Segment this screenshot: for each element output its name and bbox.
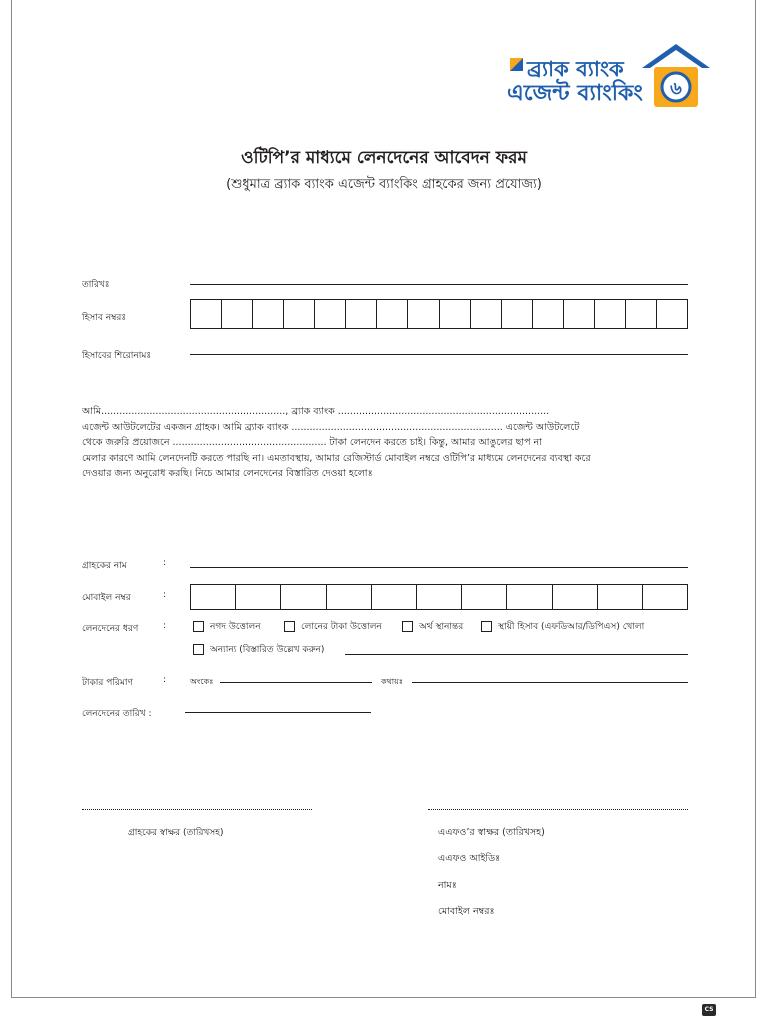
checkbox[interactable] [284,621,295,632]
digit-box[interactable] [598,585,643,609]
digit-box[interactable] [253,300,284,328]
transaction-date-label: লেনদেনের তারিখ : [82,709,152,719]
declaration-line: আমি............................................................., ব্র্যাক ব্যাংক ...................................................................... [82,406,550,417]
declaration-line: দেওয়ার জন্য অনুরোধ করছি। নিচে আমার লেনদেনের বিস্তারিত দেওয়া হলোঃ [82,468,373,479]
digit-box[interactable] [236,585,281,609]
customer-name-label: গ্রাহকের নাম [82,561,127,571]
fo-id-label: এএফও আইডিঃ [438,853,501,864]
declaration-line: থেকে জরুরি প্রয়োজনে ................................................... টাকা লেনদেন করতে চাই। কিন্তু, আমার আঙুলের ছাপ না [82,437,542,448]
declaration-paragraph [82,404,688,482]
declaration-line: এজেন্ট আউটলেটের একজন গ্রাহক। আমি ব্র্যাক ব্যাংক ...................................................................... এজেন্ট আউটলেটে [82,421,580,433]
digit-box[interactable] [346,300,377,328]
fo-signature-label: এএফও’র স্বাক্ষর (তারিখসহ) [438,827,545,838]
other-details-field[interactable] [345,654,688,655]
fo-mobile-label: মোবাইল নম্বরঃ [438,906,495,917]
scanner-badge-icon: CS [702,1004,716,1016]
account-number-boxes[interactable] [190,299,688,329]
date-field[interactable] [190,284,688,285]
customer-signature-line[interactable] [82,809,312,810]
option-label: লোনের টাকা উত্তোলন [301,622,382,632]
digit-box[interactable] [191,585,236,609]
form-title: ওটিপি’র মাধ্যমে লেনদেনের আবেদন ফরম [241,148,527,168]
amount-figures-field[interactable] [220,682,372,683]
logo-agent-banking: এজেন্ট ব্যাংকিং [507,81,643,106]
digit-box[interactable] [471,300,502,328]
checkbox[interactable] [193,621,204,632]
checkbox[interactable] [193,644,204,655]
digit-box[interactable] [372,585,417,609]
option-label: অন্যান্য (বিস্তারিত উল্লেখ করুন) [210,645,325,655]
amount-words-field[interactable] [412,682,688,683]
digit-box[interactable] [626,300,657,328]
digit-box[interactable] [284,300,315,328]
digit-box[interactable] [595,300,626,328]
account-number-label: হিসাব নম্বরঃ [82,313,127,323]
option-loan-withdrawal[interactable] [284,619,382,634]
amount-label: টাকার পরিমাণ [82,678,133,688]
logo-bank-name: ব্র্যাক ব্যাংক [527,57,624,81]
option-label: নগদ উত্তোলন [210,622,261,632]
brac-logo-mark [510,58,523,71]
mobile-number-boxes[interactable] [190,584,688,610]
digit-box[interactable] [377,300,408,328]
colon: : [163,621,167,631]
digit-box[interactable] [281,585,326,609]
digit-box[interactable] [462,585,507,609]
customer-signature-label: গ্রাহকের স্বাক্ষর (তারিখসহ) [128,828,224,838]
colon: : [163,590,167,600]
account-title-field[interactable] [190,354,688,355]
fo-signature-line[interactable] [428,809,688,810]
customer-name-field[interactable] [190,567,688,568]
digit-box[interactable] [191,300,222,328]
form-subtitle: (শুধুমাত্র ব্র্যাক ব্যাংক এজেন্ট ব্যাংকিং গ্রাহকের জন্য প্রযোজ্য) [226,177,542,192]
checkbox[interactable] [402,621,413,632]
digit-box[interactable] [533,300,564,328]
digit-box[interactable] [507,585,552,609]
option-label: অর্থ স্থানান্তর [419,622,464,632]
colon: : [163,558,167,568]
digit-box[interactable] [657,300,687,328]
option-label: স্থায়ী হিসাব (এফডিআর/ডিপিএস) খোলা [498,622,645,632]
option-fund-transfer[interactable] [402,619,463,634]
digit-box[interactable] [408,300,439,328]
digit-box[interactable] [440,300,471,328]
checkbox[interactable] [481,621,492,632]
in-words-label: কথায়ঃ [381,677,404,686]
declaration-line: মেলার কারণে আমি লেনদেনটি করতে পারছি না। এমতাবস্থায়, আমার রেজিস্টার্ড মোবাইল নম্বরে ওটিপি’র মাধ্যমে লেনদেনের ব্যবস্থা করে [82,452,591,464]
digit-box[interactable] [315,300,346,328]
digit-box[interactable] [327,585,372,609]
transaction-date-field[interactable] [185,712,371,713]
colon: : [163,675,167,685]
logo-badge-digit: ৬ [670,78,682,99]
digit-box[interactable] [564,300,595,328]
mobile-number-label: মোবাইল নম্বর [82,593,131,603]
date-label: তারিখঃ [82,280,110,290]
house-icon [640,40,712,112]
option-cash-withdrawal[interactable] [193,619,261,634]
digit-box[interactable] [502,300,533,328]
transaction-type-label: লেনদেনের ধরণ [82,624,139,634]
option-fixed-account[interactable] [481,619,644,634]
fo-name-label: নামঃ [438,880,457,891]
in-figures-label: অংকেঃ [190,677,214,686]
digit-box[interactable] [222,300,253,328]
digit-box[interactable] [417,585,462,609]
digit-box[interactable] [643,585,687,609]
digit-box[interactable] [553,585,598,609]
option-other[interactable] [193,642,324,657]
account-title-label: হিসাবের শিরোনামঃ [82,351,152,361]
